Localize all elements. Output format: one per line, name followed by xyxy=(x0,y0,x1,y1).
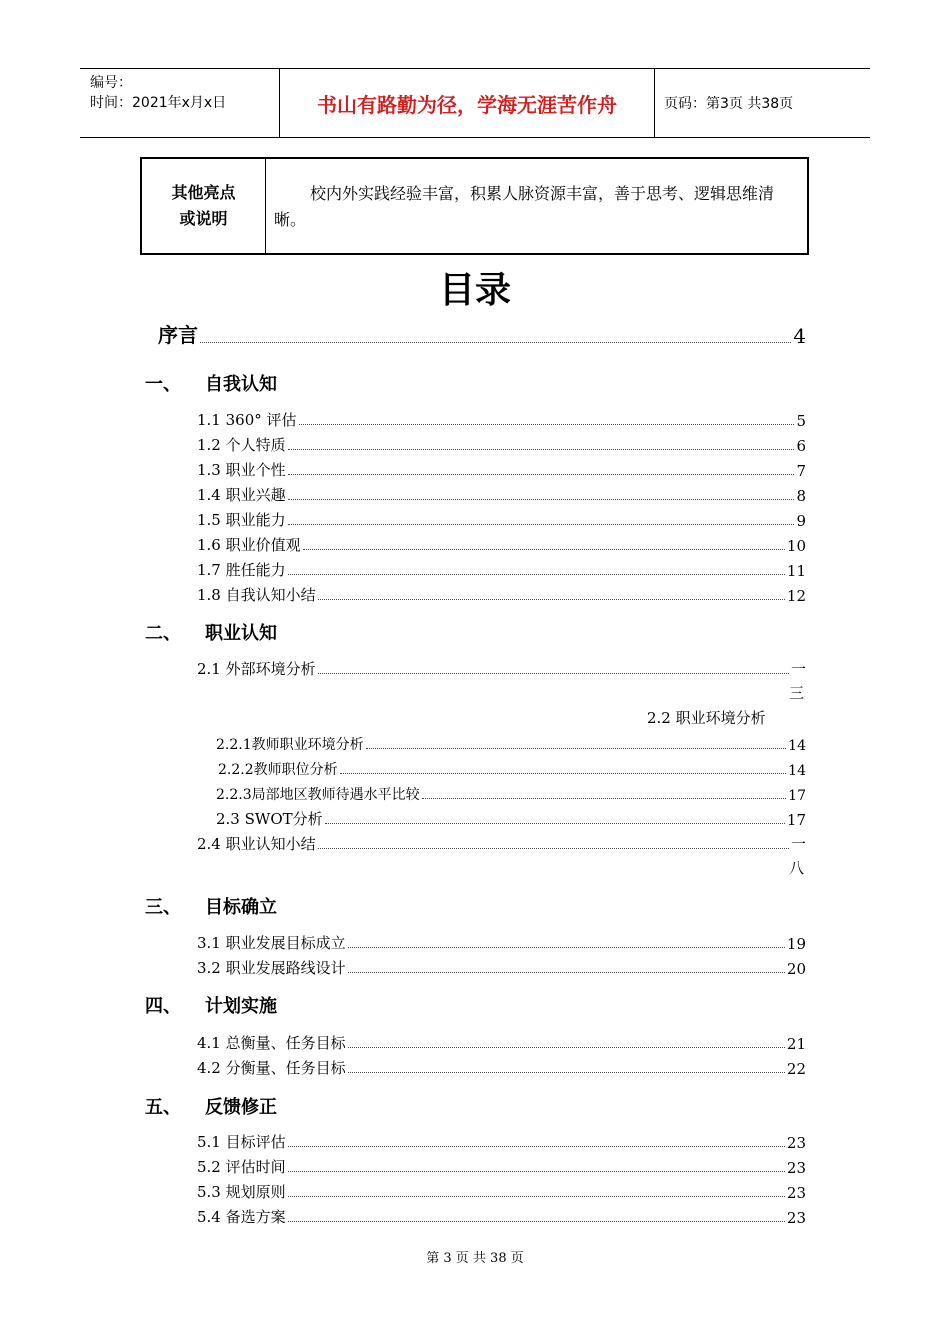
header-page-info: 页码：第3页 共38页 xyxy=(664,96,794,112)
toc-section-2[interactable]: 二、 职业认知 xyxy=(145,623,277,644)
header-motto: 书山有路勤为径，学海无涯苦作舟 xyxy=(280,69,655,137)
toc-entry[interactable]: 2.2.3局部地区教师待遇水平比较 17 xyxy=(216,787,806,804)
toc-entry[interactable]: 2.2.2教师职位分析 14 xyxy=(218,762,806,779)
toc-entry[interactable]: 1.4 职业兴趣 8 xyxy=(197,486,806,505)
toc-title: 目录 xyxy=(438,269,511,311)
toc-entry[interactable]: 4.1 总衡量、任务目标 21 xyxy=(197,1034,806,1053)
toc-entry[interactable]: 3.2 职业发展路线设计 20 xyxy=(197,959,806,978)
toc-entry[interactable]: 3.1 职业发展目标成立 19 xyxy=(197,934,806,953)
doc-date-label: 时间：2021年x月x日 xyxy=(90,95,227,111)
toc-entry-2-2[interactable]: 2.2 职业环境分析 xyxy=(647,709,766,727)
toc-entry[interactable]: 5.2 评估时间 23 xyxy=(197,1158,806,1177)
highlights-label: 其他亮点 或说明 xyxy=(142,159,266,253)
header-meta xyxy=(80,69,280,137)
toc-entry[interactable]: 5.4 备选方案 23 xyxy=(197,1208,806,1227)
toc-preface[interactable]: 序言 4 xyxy=(158,323,806,348)
toc-entry[interactable]: 2.4 职业认知小结 一 xyxy=(197,835,806,853)
toc-entry[interactable]: 2.2.1教师职业环境分析 14 xyxy=(216,737,806,754)
toc-entry[interactable]: 4.2 分衡量、任务目标 22 xyxy=(197,1059,806,1078)
toc-entry[interactable]: 5.1 目标评估 23 xyxy=(197,1133,806,1152)
toc-entry[interactable]: 2.3 SWOT分析 17 xyxy=(216,810,806,829)
toc-entry[interactable]: 1.3 职业个性 7 xyxy=(197,461,806,480)
page-footer: 第 3 页 共 38 页 xyxy=(426,1251,524,1266)
toc-section-4[interactable]: 四、 计划实施 xyxy=(145,996,277,1017)
toc-section-1[interactable]: 一、 自我认知 xyxy=(145,374,277,395)
toc-entry[interactable]: 5.3 规划原则 23 xyxy=(197,1183,806,1202)
doc-number-label: 编号： xyxy=(90,75,132,91)
toc-page-continuation: 三 xyxy=(789,684,805,702)
toc-entry[interactable]: 1.8 自我认知小结 12 xyxy=(197,586,806,605)
toc-entry[interactable]: 2.1 外部环境分析 一 xyxy=(197,660,806,678)
toc-entry[interactable]: 1.1 360° 评估 5 xyxy=(197,411,806,430)
toc-page-continuation: 八 xyxy=(789,859,805,877)
page-header xyxy=(80,68,870,138)
toc-section-3[interactable]: 三、 目标确立 xyxy=(145,897,277,918)
toc-entry[interactable]: 1.7 胜任能力 11 xyxy=(197,561,806,580)
highlights-box xyxy=(140,157,809,255)
toc-entry[interactable]: 1.6 职业价值观 10 xyxy=(197,536,806,555)
toc-entry[interactable]: 1.2 个人特质 6 xyxy=(197,436,806,455)
toc-section-5[interactable]: 五、 反馈修正 xyxy=(145,1097,277,1118)
toc-entry[interactable]: 1.5 职业能力 9 xyxy=(197,511,806,530)
highlights-text: 校内外实践经验丰富，积累人脉资源丰富，善于思考、逻辑思维清晰。 xyxy=(274,184,775,229)
